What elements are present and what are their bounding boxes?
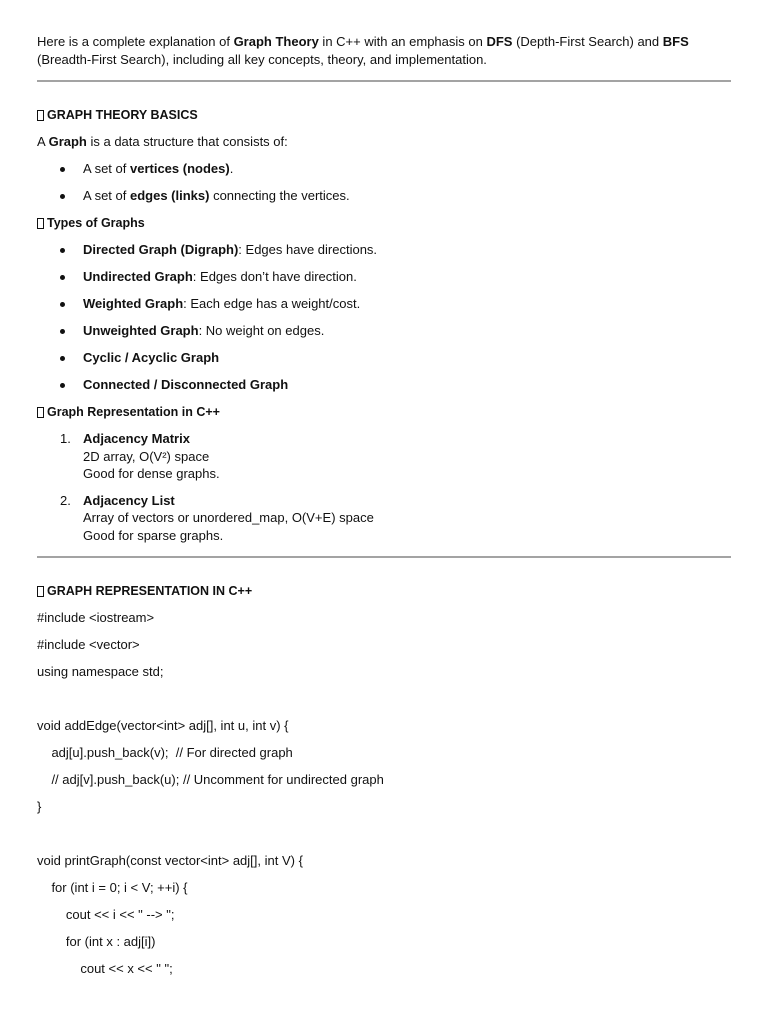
intro-middle-1: in C++ with an emphasis on	[318, 34, 487, 49]
representation-list	[37, 430, 731, 544]
bullet-icon	[60, 194, 65, 199]
code-line	[37, 690, 731, 708]
list-item-prefix: A set of	[83, 188, 130, 203]
code-line: cout << x << " ";	[37, 961, 173, 976]
list-item-bold: vertices (nodes)	[129, 161, 230, 176]
list-item	[37, 241, 731, 259]
types-heading	[37, 214, 731, 232]
code-heading-text: GRAPH REPRESENTATION IN C++	[47, 584, 253, 598]
intro-bfs: BFS	[662, 34, 689, 49]
list-item-rest: : No weight on edges.	[198, 323, 325, 338]
list-item	[37, 349, 731, 367]
intro-suffix: (Breadth-First Search), including all key concepts, theory, and implementation.	[37, 52, 487, 67]
list-item	[37, 322, 731, 340]
list-item-bold: Cyclic / Acyclic Graph	[83, 350, 220, 365]
list-item-bold: Directed Graph (Digraph)	[83, 242, 239, 257]
bullet-icon	[60, 329, 65, 334]
code-heading	[37, 582, 731, 600]
list-item-bold: Unweighted Graph	[83, 323, 199, 338]
intro-middle-2: (Depth-First Search) and	[512, 34, 663, 49]
list-item-rest: : Edges have directions.	[238, 242, 378, 257]
list-item	[37, 492, 731, 545]
list-item-suffix: .	[229, 161, 234, 176]
list-item-bold: Connected / Disconnected Graph	[83, 377, 289, 392]
representation-heading	[37, 403, 731, 421]
list-item-rest: : Each edge has a weight/cost.	[183, 296, 361, 311]
list-item	[37, 295, 731, 313]
list-item-bold: Undirected Graph	[83, 269, 193, 284]
list-item	[37, 376, 731, 394]
basics-heading	[37, 106, 731, 124]
code-line: }	[37, 799, 42, 814]
missing-glyph-icon	[37, 586, 44, 597]
horizontal-rule	[37, 80, 731, 82]
code-line: // adj[v].push_back(u); // Uncomment for undirected graph	[37, 772, 384, 787]
bullet-icon	[60, 383, 65, 388]
code-block	[37, 609, 731, 978]
list-item-prefix: A set of	[83, 161, 130, 176]
list-number: 2.	[60, 492, 71, 508]
code-line: void addEdge(vector<int> adj[], int u, int v) {	[37, 718, 289, 733]
representation-heading-text: Graph Representation in C++	[47, 405, 220, 419]
list-number: 1.	[60, 431, 71, 446]
list-item-line: Array of vectors or unordered_map, O(V+E) space	[83, 510, 374, 525]
code-line: cout << i << " --> ";	[37, 907, 175, 922]
intro-paragraph	[37, 0, 731, 69]
types-heading-text: Types of Graphs	[47, 216, 145, 230]
list-item-title: Adjacency List	[83, 492, 175, 508]
definition-term: Graph	[48, 134, 87, 149]
list-item	[37, 187, 731, 205]
code-line: adj[u].push_back(v); // For directed graph	[37, 745, 293, 760]
missing-glyph-icon	[37, 407, 44, 418]
intro-graph-theory: Graph Theory	[233, 34, 319, 49]
missing-glyph-icon	[37, 110, 44, 121]
code-line: for (int x : adj[i])	[37, 934, 156, 949]
graph-types-list	[37, 241, 731, 394]
code-line: using namespace std;	[37, 664, 164, 679]
list-item-line: Good for sparse graphs.	[83, 527, 224, 543]
intro-dfs: DFS	[486, 34, 513, 49]
list-item	[37, 430, 731, 483]
list-item-bold: edges (links)	[129, 188, 210, 203]
list-item	[37, 160, 731, 178]
code-line: #include <vector>	[37, 637, 140, 652]
list-item-line: Good for dense graphs.	[83, 466, 220, 481]
bullet-icon	[60, 302, 65, 307]
list-item-suffix: connecting the vertices.	[209, 188, 350, 203]
graph-definition	[37, 133, 731, 151]
missing-glyph-icon	[37, 218, 44, 229]
list-item-title: Adjacency Matrix	[83, 431, 190, 446]
horizontal-rule	[37, 556, 731, 558]
bullet-icon	[60, 248, 65, 253]
list-item-rest: : Edges don’t have direction.	[192, 269, 357, 284]
definition-suffix: is a data structure that consists of:	[86, 134, 288, 149]
bullet-icon	[60, 275, 65, 280]
code-line: void printGraph(const vector<int> adj[], int V) {	[37, 853, 303, 868]
graph-components-list	[37, 160, 731, 205]
bullet-icon	[60, 167, 65, 172]
bullet-icon	[60, 356, 65, 361]
code-line: for (int i = 0; i < V; ++i) {	[37, 880, 188, 895]
list-item-bold: Weighted Graph	[83, 296, 184, 311]
definition-prefix: A	[37, 134, 49, 149]
intro-prefix: Here is a complete explanation of	[37, 34, 234, 49]
list-item	[37, 268, 731, 286]
code-line: #include <iostream>	[37, 610, 155, 625]
basics-heading-text: GRAPH THEORY BASICS	[47, 108, 198, 122]
list-item-line: 2D array, O(V²) space	[83, 448, 210, 464]
code-line	[37, 825, 731, 843]
